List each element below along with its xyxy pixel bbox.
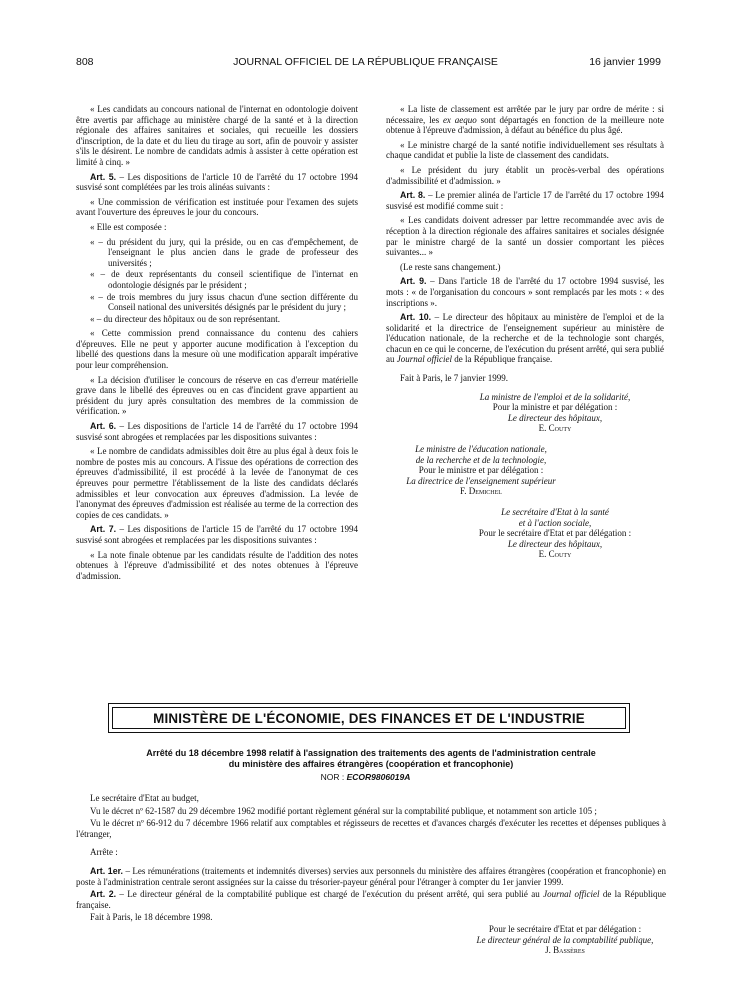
text-run: « La liste de classement est arrêtée par le jury par ordre de mérite : si nécessaire, les	[386, 104, 664, 125]
signature-line: Pour le secrétaire d'Etat et par délégation :	[488, 924, 642, 934]
paragraph: Vu le décret nº 66-912 du 7 décembre 1966 relatif aux comptables et régisseurs de recettes et d'avances chargés d'exécuter les recettes et dépenses publiques à l'étranger,	[76, 818, 666, 839]
article-label: Art. 5.	[90, 171, 117, 182]
article-label: Art. 7.	[90, 524, 117, 535]
article-9	[386, 276, 664, 308]
arrete-signature	[440, 924, 690, 956]
article-text: – Le premier alinéa de l'article 17 de l'arrêté du 17 octobre 1994 susvisé est modifié comme suit :	[386, 190, 664, 211]
signature-block	[386, 444, 576, 497]
signatory-name: F. Demichel	[460, 486, 502, 497]
paragraph: « La note finale obtenue par les candidats résulte de l'addition des notes obtenues à l'épreuve d'admissibilité et des notes obtenues à l'épreuve d'admission.	[76, 549, 358, 581]
article-text: de la République française.	[452, 354, 553, 365]
page-number: 808	[76, 56, 94, 68]
nor-label: NOR :	[320, 772, 347, 782]
list-item: « – du directeur des hôpitaux ou de son représentant.	[90, 313, 280, 324]
article-7	[76, 524, 358, 545]
paragraph: « Les candidats doivent adresser par lettre recommandée avec avis de réception à la direction régionale des affaires sanitaires et sociales désignée par le ministre chargé de la santé un dossier comportant les pièces suivantes... »	[386, 215, 664, 258]
article-6	[76, 421, 358, 442]
paragraph: « Elle est composée :	[90, 221, 167, 232]
signature-line: Pour le ministre et par délégation :	[418, 465, 544, 476]
article-10	[386, 312, 664, 365]
article-text: – Le directeur des hôpitaux au ministère de l'emploi et de la solidarité et la directrice de l'enseignement supérieur au ministère de l'éducation nationale, de la recherche et de la technologie sont chargés, chacun en ce qui le concerne, de l'exécution du présent arrêté, qui sera publié au	[386, 312, 665, 365]
article-text-italic: Journal officiel	[543, 889, 600, 900]
article-label: Art. 1er.	[90, 865, 123, 876]
list-item: « – de trois membres du jury issus chacun d'une section différente du Conseil national des universités désignés par le président du jury ;	[90, 291, 358, 313]
article-text: – Les rémunérations (traitements et indemnités diverses) servies aux personnels du ministère des affaires étrangères (coopération et francophonie) en poste à l'administration centrale seront assignées sur la caisse du trésorier-payeur général pour l'étranger à compter du 1er janvier 1999.	[76, 865, 666, 887]
article-text: – Les dispositions de l'article 10 de l'arrêté du 17 octobre 1994 susvisé sont complétées par les trois alinéas suivants :	[76, 171, 359, 193]
signature-line: Le directeur général de la comptabilité publique,	[476, 934, 654, 945]
signature-line: Le directeur des hôpitaux,	[507, 538, 603, 549]
signatory-name: J. Bassères	[545, 945, 585, 956]
article-2	[76, 889, 666, 910]
arrete-title-line: du ministère des affaires étrangères (coopération et francophonie)	[228, 759, 514, 769]
signature-line: Pour le secrétaire d'Etat et par délégation :	[478, 528, 632, 539]
paragraph: « Le nombre de candidats admissibles doit être au plus égal à deux fois le nombre de postes mis au concours. A l'issue des opérations de correction des épreuves d'admissibilité, il est procédé à la levée de l'anonymat de ces épreuves pour permettre l'établissement de la liste des candidats déclarés admissibles et leur convocation aux épreuves d'admission. La levée de l'anonymat des épreuves d'admission est réalisée au terme de la correction des copies de ces candidats. »	[76, 446, 358, 520]
signature-line: et à l'action sociale,	[518, 517, 592, 528]
paragraph: Vu le décret nº 62-1587 du 29 décembre 1962 modifié portant règlement général sur la comptabilité publique, et notamment son article 105 ;	[90, 805, 597, 816]
signature-date: Fait à Paris, le 18 décembre 1998.	[90, 912, 213, 923]
signature-block	[446, 507, 664, 560]
paragraph: « Les candidats au concours national de l'internat en odontologie doivent être avertis par affichage au ministère chargé de la santé et à la direction régionale des affaires sanitaires et sociales, qui recueille les dossiers d'inscription, de la date et du lieu du tirage au sort, afin de pouvoir y assister s'ils le désirent. Le nombre de candidats admis à assister à cette opération est limité à cinq. »	[76, 104, 358, 167]
signature-line: de la recherche et de la technologie,	[415, 454, 547, 465]
ministry-banner-title: MINISTÈRE DE L'ÉCONOMIE, DES FINANCES ET DE L'INDUSTRIE	[112, 707, 626, 729]
arrete-body	[76, 793, 666, 925]
signature-date: Fait à Paris, le 7 janvier 1999.	[400, 373, 508, 384]
article-label: Art. 10.	[400, 312, 432, 323]
signature-line: Pour la ministre et par délégation :	[492, 402, 618, 413]
left-column	[76, 104, 358, 585]
article-label: Art. 6.	[90, 421, 117, 432]
paragraph: (Le reste sans changement.)	[400, 261, 501, 272]
signatory-name: E. Couty	[538, 549, 572, 560]
signature-line: Le directeur des hôpitaux,	[507, 412, 603, 423]
article-text: de la République française.	[76, 889, 667, 910]
list-item: « – du président du jury, qui la préside, ou en cas d'empêchement, de l'enseignant le plus ancien dans le grade de professeur des universités ;	[90, 236, 358, 268]
paragraph: « La décision d'utiliser le concours de réserve en cas d'erreur matérielle grave dans le libellé des épreuves ou en cas d'incident grave appartient au président du jury après consultation des membres de la commission de vérification. »	[76, 374, 358, 417]
arrete-word: Arrête :	[90, 847, 118, 858]
arrete-title	[76, 748, 666, 770]
paragraph: « Le président du jury établit un procès-verbal des opérations d'admissibilité et d'admission. »	[386, 164, 664, 186]
text-run-italic: ex aequo	[442, 114, 477, 125]
signature-line: La directrice de l'enseignement supérieur	[406, 475, 556, 486]
right-column	[386, 104, 664, 560]
paragraph	[386, 104, 664, 136]
paragraph: « Le ministre chargé de la santé notifie individuellement ses résultats à chaque candidat et publie la liste de classement des candidats.	[386, 139, 664, 161]
article-1	[76, 866, 666, 887]
article-text-italic: Journal officiel	[396, 354, 452, 365]
article-5	[76, 172, 358, 193]
paragraph: « Une commission de vérification est instituée pour l'examen des sujets avant l'ouverture des épreuves le jour du concours.	[76, 196, 358, 218]
article-text: – Le directeur général de la comptabilité publique est chargé de l'exécution du présent arrêté, qui sera publié au	[116, 889, 544, 900]
article-text: – Dans l'article 18 de l'arrêté du 17 octobre 1994 susvisé, les mots : « de l'organisation du concours » sont remplacés par les mots : « des inscriptions ».	[386, 276, 664, 308]
signature-block	[446, 392, 664, 434]
signature-line: La ministre de l'emploi et de la solidarité,	[479, 391, 631, 402]
article-label: Art. 9.	[400, 276, 427, 287]
article-label: Art. 2.	[90, 889, 117, 900]
signature-line: Le ministre de l'éducation nationale,	[415, 444, 547, 455]
signature-line: Le secrétaire d'Etat à la santé	[501, 507, 609, 517]
member-list	[76, 237, 358, 325]
paragraph: Le secrétaire d'Etat au budget,	[90, 793, 199, 803]
article-8	[386, 190, 664, 211]
journal-title: JOURNAL OFFICIEL DE LA RÉPUBLIQUE FRANÇAISE	[233, 56, 498, 68]
arrete-title-line: Arrêté du 18 décembre 1998 relatif à l'assignation des traitements des agents de l'administration centrale	[146, 748, 596, 758]
list-item: « – de deux représentants du conseil scientifique de l'internat en odontologie désignés par le président ;	[90, 269, 358, 290]
paragraph: « Cette commission prend connaissance du contenu des cahiers d'épreuves. Elle ne peut y apporter aucune modification à l'exception du libellé des questions dans la mesure où une modification apparaît impérative pour leur compréhension.	[76, 328, 358, 371]
signatory-name: E. Couty	[538, 423, 572, 434]
article-text: – Les dispositions de l'article 15 de l'arrêté du 17 octobre 1994 susvisé sont abrogées et remplacées par les dispositions suivantes :	[76, 524, 359, 545]
article-text: – Les dispositions de l'article 14 de l'arrêté du 17 octobre 1994 susvisé sont abrogées et remplacées par les dispositions suivantes :	[76, 421, 359, 442]
issue-date: 16 janvier 1999	[589, 56, 661, 68]
nor-code: ECOR9806019A	[346, 772, 411, 782]
article-label: Art. 8.	[400, 190, 426, 201]
text-run: sont départagés en fonction de la meilleure note obtenue à l'épreuve d'admission, à défaut au bénéfice du plus âgé.	[386, 114, 665, 136]
nor-reference	[0, 772, 731, 782]
ministry-banner	[108, 703, 630, 733]
